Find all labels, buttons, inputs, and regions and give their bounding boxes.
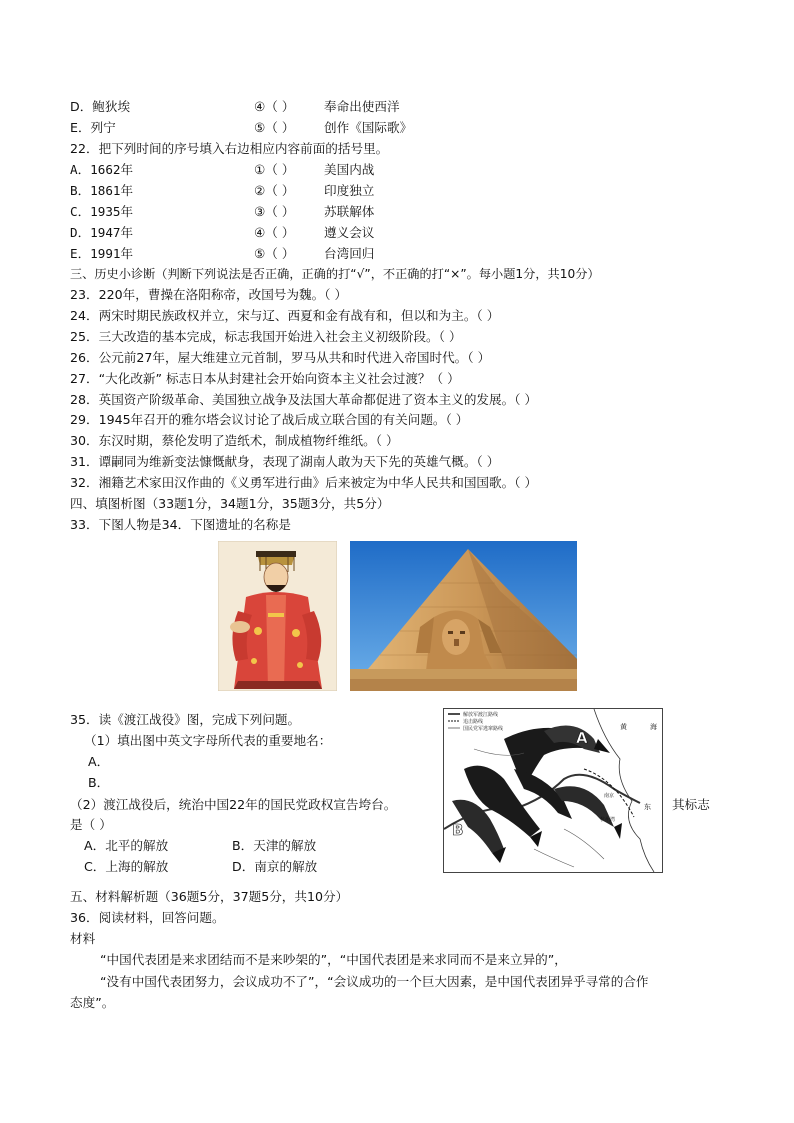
emperor-portrait-image [218,541,337,691]
section4-title: 四、填图析图（33题1分，34题1分，35题3分，共5分） [70,496,390,511]
map-label-b: B [452,821,464,839]
legend-1: 解放军渡江路线 [463,712,499,718]
section3-title: 三、历史小诊断（判断下列说法是否正确，正确的打“√”，不正确的打“×”。每小题1分，共10分） [70,267,600,281]
q23: 23．220年，曹操在洛阳称帝，改国号为魏。（ ） [70,287,348,302]
map-label-hz: 杭州湾 [600,817,616,823]
legend-3: 国民党军逃窜路线 [463,726,504,732]
q21-row-e: E．列宁 ⑤（ ） 创作《国际歌》 [70,120,413,135]
material-paragraph-1: “中国代表团是来求团结而不是来吵架的”，“中国代表团是来求同而不是来立异的”， [100,952,567,967]
q24: 24．两宋时期民族政权并立，宋与辽、西夏和金有战有和，但以和为主。（ ） [70,308,500,323]
q22-row-b: B．1861年 ②（ ） 印度独立 [70,183,375,198]
section5-title: 五、材料解析题（36题5分，37题5分，共10分） [70,889,349,904]
river-crossing-map [443,708,663,873]
q27: 27．“大化改新” 标志日本从封建社会开始向资本主义社会过渡？（ ） [70,371,460,386]
option-b: B．天津的解放 [232,838,317,853]
q22-row-c: C．1935年 ③（ ） 苏联解体 [70,204,375,219]
q36-stem: 36．阅读材料，回答问题。 [70,910,225,925]
q35-sub2: （2）渡江战役后，统治中国22年的国民党政权宣告垮台。 [70,797,397,812]
q22-row-e: E．1991年 ⑤（ ） 台湾回归 [70,246,375,261]
pyramid-sphinx-image [350,541,577,691]
pyramid-photo [350,541,577,691]
q25: 25．三大改造的基本完成，标志我国开始进入社会主义初级阶段。（ ） [70,329,462,344]
option-d: D．南京的解放 [232,859,318,874]
map-label-east: 东 [644,803,651,811]
q35-stem: 35．读《渡江战役》图，完成下列问题。 [70,712,301,727]
q35-options-row1 [84,836,317,856]
q31: 31．谭嗣同为维新变法慷慨献身，表现了湖南人敢为天下先的英雄气概。（ ） [70,454,500,469]
material-label: 材料 [70,931,96,946]
map-label-sea2: 海 [650,723,657,731]
q22-row-d: D．1947年 ④（ ） 遵义会议 [70,225,375,240]
q29: 29．1945年召开的雅尔塔会议讨论了战后成立联合国的有关问题。（ ） [70,412,469,427]
q32: 32．湘籍艺术家田汉作曲的《义勇军进行曲》后来被定为中华人民共和国国歌。（ ） [70,475,538,490]
q22-stem: 22．把下列时间的序号填入右边相应内容前面的括号里。 [70,141,389,156]
option-a: A．北平的解放 [84,838,169,853]
option-c: C．上海的解放 [84,859,169,874]
map-label-a: A [576,729,588,747]
q35-blank-b: B． [88,775,110,790]
q35-sub2-end: 是（ ） [70,817,112,832]
q35-sub2-tail: 其标志 [672,797,710,812]
material-paragraph-2: “没有中国代表团努力，会议成功不了”，“会议成功的一个巨大因素，是中国代表团异乎寻常的合作 [100,974,649,989]
q28: 28．英国资产阶级革命、美国独立战争及法国大革命都促进了资本主义的发展。（ ） [70,392,538,407]
map-label-city: 南京 [604,793,615,799]
q35-blank-a: A． [88,754,110,769]
q35-sub1: （1）填出图中英文字母所代表的重要地名： [84,733,332,748]
q22-row-a: A．1662年 ①（ ） 美国内战 [70,162,375,177]
q35-options-row2 [84,857,318,877]
q33-34-stem: 33．下图人物是34．下图遗址的名称是 [70,517,291,532]
legend-2: 追击路线 [463,719,484,725]
material-paragraph-2-end: 态度”。 [70,995,115,1010]
campaign-map-drawing [444,709,662,872]
q26: 26．公元前27年，屋大维建立元首制，罗马从共和时代进入帝国时代。（ ） [70,350,491,365]
map-label-sea1: 黄 [620,723,627,731]
q21-row-d: D．鲍狄埃 ④（ ） 奉命出使西洋 [70,99,400,114]
emperor-illustration [218,541,337,691]
q30: 30．东汉时期，蔡伦发明了造纸术，制成植物纤维纸。（ ） [70,433,399,448]
